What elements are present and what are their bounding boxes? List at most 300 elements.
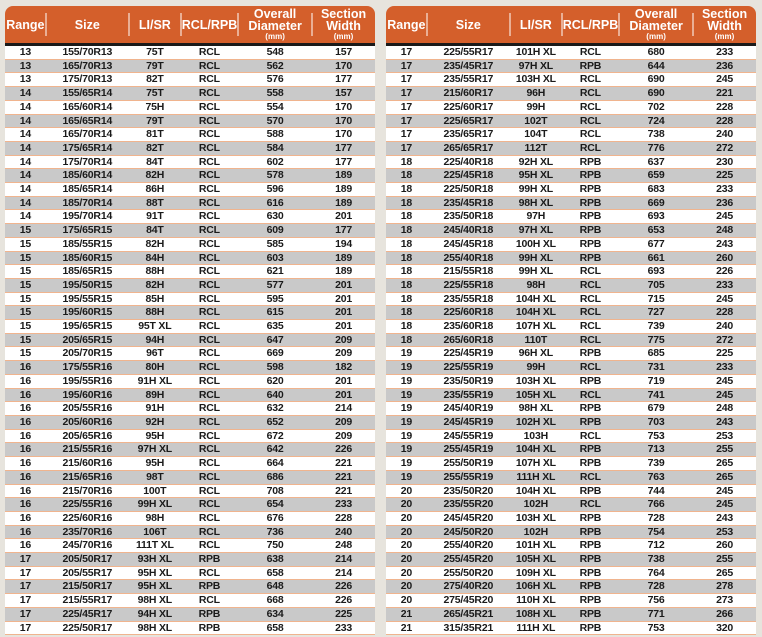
- table-cell: RCL: [562, 471, 619, 485]
- table-cell: RCL: [181, 361, 238, 375]
- table-row: [5, 252, 375, 266]
- table-cell: RCL: [181, 430, 238, 444]
- table-row: [386, 498, 756, 512]
- table-cell: 654: [238, 498, 312, 512]
- table-cell: 16: [5, 416, 46, 430]
- table-cell: 278: [693, 580, 756, 594]
- table-cell: 165/65R14: [46, 115, 129, 129]
- table-row: [386, 622, 756, 636]
- table-cell: 658: [238, 567, 312, 581]
- column-label: LI/SR: [519, 17, 552, 32]
- table-cell: 16: [5, 443, 46, 457]
- table-cell: 175/70R13: [46, 73, 129, 87]
- table-cell: 170: [312, 101, 375, 115]
- table-cell: 98H XL: [510, 197, 562, 211]
- table-cell: 155/65R14: [46, 87, 129, 101]
- table-cell: RCL: [181, 73, 238, 87]
- table-cell: 235/50R19: [427, 375, 510, 389]
- table-cell: 17: [386, 87, 427, 101]
- table-cell: 14: [5, 156, 46, 170]
- table-row: [386, 608, 756, 622]
- table-cell: 104H XL: [510, 293, 562, 307]
- table-cell: 82H: [129, 279, 181, 293]
- column-header-size: [46, 6, 129, 46]
- table-cell: RPB: [562, 252, 619, 266]
- table-cell: 15: [5, 320, 46, 334]
- table-cell: RCL: [181, 142, 238, 156]
- table-cell: 21: [386, 608, 427, 622]
- table-cell: 240: [312, 526, 375, 540]
- table-cell: 21: [386, 622, 427, 636]
- table-row: [386, 306, 756, 320]
- table-cell: 16: [5, 389, 46, 403]
- table-cell: 676: [238, 512, 312, 526]
- table-row: [5, 279, 375, 293]
- table-cell: 602: [238, 156, 312, 170]
- table-cell: RPB: [562, 197, 619, 211]
- table-cell: 185/70R14: [46, 197, 129, 211]
- table-row: [386, 293, 756, 307]
- table-cell: 647: [238, 334, 312, 348]
- table-cell: RCL: [181, 115, 238, 129]
- table-cell: 20: [386, 539, 427, 553]
- table-row: [386, 115, 756, 129]
- table-cell: 16: [5, 402, 46, 416]
- column-header-section-width: [312, 6, 375, 46]
- table-cell: 92H XL: [510, 156, 562, 170]
- table-row: [386, 334, 756, 348]
- table-cell: 175/65R14: [46, 142, 129, 156]
- table-cell: 255/50R20: [427, 567, 510, 581]
- table-cell: 16: [5, 526, 46, 540]
- table-cell: RPB: [562, 183, 619, 197]
- table-cell: 736: [238, 526, 312, 540]
- table-row: [386, 471, 756, 485]
- table-cell: 235/50R18: [427, 210, 510, 224]
- table-cell: RCL: [562, 101, 619, 115]
- table-cell: 82H: [129, 169, 181, 183]
- table-cell: 253: [693, 430, 756, 444]
- table-cell: 17: [386, 142, 427, 156]
- table-cell: 18: [386, 306, 427, 320]
- table-cell: 228: [693, 101, 756, 115]
- table-cell: 240: [693, 320, 756, 334]
- table-cell: RCL: [181, 46, 238, 60]
- table-cell: 686: [238, 471, 312, 485]
- table-row: [386, 73, 756, 87]
- table-cell: RCL: [562, 320, 619, 334]
- table-cell: 728: [619, 512, 693, 526]
- table-cell: 225: [693, 347, 756, 361]
- table-cell: 215/55R17: [46, 594, 129, 608]
- table-cell: 255/40R20: [427, 539, 510, 553]
- table-cell: 16: [5, 471, 46, 485]
- table-cell: 98H XL: [129, 622, 181, 636]
- table-row: [386, 197, 756, 211]
- table-cell: 265: [693, 471, 756, 485]
- table-row: [5, 224, 375, 238]
- table-cell: 225/65R17: [427, 115, 510, 129]
- table-cell: RCL: [181, 156, 238, 170]
- table-cell: 101H XL: [510, 46, 562, 60]
- table-cell: 221: [312, 471, 375, 485]
- table-cell: 548: [238, 46, 312, 60]
- column-label: Size: [74, 17, 100, 32]
- table-row: [386, 389, 756, 403]
- table-cell: 102H: [510, 498, 562, 512]
- table-cell: 209: [312, 430, 375, 444]
- table-cell: 226: [312, 443, 375, 457]
- table-row: [386, 594, 756, 608]
- table-row: [5, 238, 375, 252]
- table-cell: RCL: [181, 183, 238, 197]
- table-cell: 98H: [510, 279, 562, 293]
- table-cell: 84T: [129, 156, 181, 170]
- column-header-size: [427, 6, 510, 46]
- table-cell: 739: [619, 457, 693, 471]
- table-cell: 103H XL: [510, 512, 562, 526]
- table-cell: 95H XL: [129, 567, 181, 581]
- table-cell: 640: [238, 389, 312, 403]
- table-cell: 17: [386, 73, 427, 87]
- table-row: [5, 416, 375, 430]
- table-cell: 201: [312, 375, 375, 389]
- table-row: [5, 567, 375, 581]
- table-cell: 245: [693, 293, 756, 307]
- table-cell: 13: [5, 46, 46, 60]
- table-cell: 201: [312, 306, 375, 320]
- table-cell: 110H XL: [510, 594, 562, 608]
- column-header-rclrpb: [562, 6, 619, 46]
- table-cell: 17: [5, 608, 46, 622]
- table-cell: 102H: [510, 526, 562, 540]
- table-cell: 195/60R16: [46, 389, 129, 403]
- table-cell: RCL: [181, 526, 238, 540]
- table-cell: 245/70R16: [46, 539, 129, 553]
- table-cell: 165/60R14: [46, 101, 129, 115]
- table-cell: 14: [5, 210, 46, 224]
- table-row: [5, 169, 375, 183]
- table-cell: 260: [693, 252, 756, 266]
- table-cell: RCL: [562, 279, 619, 293]
- table-cell: RPB: [562, 539, 619, 553]
- table-cell: 209: [312, 347, 375, 361]
- table-cell: 214: [312, 553, 375, 567]
- table-row: [386, 347, 756, 361]
- table-cell: 635: [238, 320, 312, 334]
- table-cell: 82T: [129, 142, 181, 156]
- table-cell: RCL: [562, 389, 619, 403]
- table-cell: RCL: [181, 210, 238, 224]
- table-cell: 195/70R14: [46, 210, 129, 224]
- table-cell: 260: [693, 539, 756, 553]
- table-cell: 320: [693, 622, 756, 636]
- table-cell: RPB: [562, 347, 619, 361]
- table-cell: 111H XL: [510, 471, 562, 485]
- table-cell: RPB: [562, 375, 619, 389]
- tire-size-table-right: [386, 6, 756, 635]
- table-cell: RPB: [562, 580, 619, 594]
- table-cell: 95T XL: [129, 320, 181, 334]
- header-row: [5, 6, 375, 46]
- table-row: [386, 430, 756, 444]
- table-row: [386, 553, 756, 567]
- table-cell: 97H XL: [510, 224, 562, 238]
- table-cell: 255: [693, 553, 756, 567]
- table-cell: 81T: [129, 128, 181, 142]
- table-cell: 201: [312, 293, 375, 307]
- table-row: [386, 128, 756, 142]
- table-cell: 102T: [510, 115, 562, 129]
- table-cell: 266: [693, 608, 756, 622]
- table-cell: 741: [619, 389, 693, 403]
- table-cell: 243: [693, 512, 756, 526]
- table-cell: 233: [693, 46, 756, 60]
- table-cell: RPB: [181, 608, 238, 622]
- table-cell: 731: [619, 361, 693, 375]
- table-cell: 195/60R15: [46, 306, 129, 320]
- table-cell: 103H: [510, 430, 562, 444]
- table-cell: 189: [312, 252, 375, 266]
- table-cell: 84H: [129, 252, 181, 266]
- table-row: [386, 60, 756, 74]
- table-cell: 235/60R18: [427, 320, 510, 334]
- table-row: [5, 87, 375, 101]
- table-cell: 20: [386, 553, 427, 567]
- table-cell: RCL: [181, 265, 238, 279]
- table-header: [386, 6, 756, 46]
- table-cell: 94H XL: [129, 608, 181, 622]
- table-cell: RPB: [181, 622, 238, 636]
- table-cell: 245/40R19: [427, 402, 510, 416]
- table-cell: 245/50R20: [427, 526, 510, 540]
- table-cell: 106H XL: [510, 580, 562, 594]
- table-cell: 776: [619, 142, 693, 156]
- table-row: [386, 402, 756, 416]
- column-label: RCL/RPB: [562, 17, 619, 32]
- table-cell: 265/65R17: [427, 142, 510, 156]
- table-cell: 14: [5, 197, 46, 211]
- table-row: [386, 238, 756, 252]
- table-cell: 221: [312, 457, 375, 471]
- table-cell: 205/70R15: [46, 347, 129, 361]
- table-cell: 195/55R15: [46, 293, 129, 307]
- table-cell: 165/70R14: [46, 128, 129, 142]
- table-cell: 205/60R16: [46, 416, 129, 430]
- table-cell: 672: [238, 430, 312, 444]
- table-cell: 235/55R20: [427, 498, 510, 512]
- table-cell: 99H XL: [510, 265, 562, 279]
- table-cell: 185/65R14: [46, 183, 129, 197]
- table-cell: 205/55R17: [46, 567, 129, 581]
- table-cell: 255/55R19: [427, 471, 510, 485]
- table-row: [386, 485, 756, 499]
- table-cell: 20: [386, 567, 427, 581]
- table-cell: 554: [238, 101, 312, 115]
- table-cell: 738: [619, 128, 693, 142]
- table-cell: RPB: [562, 416, 619, 430]
- table-cell: 189: [312, 169, 375, 183]
- table-cell: 201: [312, 320, 375, 334]
- table-cell: 225: [312, 608, 375, 622]
- table-cell: 766: [619, 498, 693, 512]
- table-cell: RCL: [181, 238, 238, 252]
- table-cell: 170: [312, 60, 375, 74]
- table-row: [386, 142, 756, 156]
- table-cell: 771: [619, 608, 693, 622]
- column-label: Size: [455, 17, 481, 32]
- table-cell: RCL: [181, 498, 238, 512]
- table-cell: 596: [238, 183, 312, 197]
- table-cell: 109H XL: [510, 567, 562, 581]
- table-cell: 100T: [129, 485, 181, 499]
- table-cell: 97H: [510, 210, 562, 224]
- table-cell: 19: [386, 375, 427, 389]
- table-cell: 185/65R15: [46, 265, 129, 279]
- table-cell: RCL: [181, 334, 238, 348]
- table-cell: 620: [238, 375, 312, 389]
- table-cell: 690: [619, 87, 693, 101]
- table-cell: 15: [5, 224, 46, 238]
- table-cell: 570: [238, 115, 312, 129]
- table-row: [5, 60, 375, 74]
- table-cell: 228: [693, 306, 756, 320]
- table-cell: 106T: [129, 526, 181, 540]
- table-row: [386, 580, 756, 594]
- table-cell: 175/65R15: [46, 224, 129, 238]
- table-row: [5, 320, 375, 334]
- table-cell: 105H XL: [510, 389, 562, 403]
- table-cell: 88H: [129, 265, 181, 279]
- table-cell: 82H: [129, 238, 181, 252]
- table-cell: 205/65R15: [46, 334, 129, 348]
- table-cell: 16: [5, 498, 46, 512]
- table-cell: RCL: [181, 252, 238, 266]
- table-row: [5, 430, 375, 444]
- table-cell: 18: [386, 279, 427, 293]
- table-cell: RCL: [562, 142, 619, 156]
- table-cell: 175/70R14: [46, 156, 129, 170]
- table-cell: 215/50R17: [46, 580, 129, 594]
- table-cell: 243: [693, 416, 756, 430]
- table-row: [5, 46, 375, 60]
- table-cell: 15: [5, 238, 46, 252]
- table-cell: 205/65R16: [46, 430, 129, 444]
- table-cell: 91H XL: [129, 375, 181, 389]
- table-cell: 14: [5, 101, 46, 115]
- table-cell: 225/55R16: [46, 498, 129, 512]
- table-cell: 225/60R16: [46, 512, 129, 526]
- column-label: RCL/RPB: [181, 17, 238, 32]
- table-cell: 562: [238, 60, 312, 74]
- table-cell: 703: [619, 416, 693, 430]
- table-cell: 632: [238, 402, 312, 416]
- table-cell: 99H XL: [510, 252, 562, 266]
- table-cell: 215/60R16: [46, 457, 129, 471]
- column-label: Overall Diameter: [629, 7, 683, 33]
- table-cell: 17: [5, 594, 46, 608]
- table-cell: 255/45R19: [427, 443, 510, 457]
- table-cell: 214: [312, 402, 375, 416]
- table-cell: RCL: [562, 430, 619, 444]
- table-cell: 112T: [510, 142, 562, 156]
- table-row: [5, 512, 375, 526]
- table-cell: 94H: [129, 334, 181, 348]
- table-cell: 215/55R16: [46, 443, 129, 457]
- table-cell: 235/45R18: [427, 197, 510, 211]
- table-row: [5, 265, 375, 279]
- table-body: [386, 46, 756, 635]
- table-row: [5, 402, 375, 416]
- table-cell: 235/70R16: [46, 526, 129, 540]
- table-row: [5, 622, 375, 636]
- table-cell: 195/55R16: [46, 375, 129, 389]
- table-cell: 96H XL: [510, 347, 562, 361]
- table-cell: 85H: [129, 293, 181, 307]
- table-cell: 91H: [129, 402, 181, 416]
- table-cell: 18: [386, 238, 427, 252]
- table-cell: RCL: [181, 594, 238, 608]
- table-cell: 17: [5, 553, 46, 567]
- table-cell: 215/60R17: [427, 87, 510, 101]
- table-cell: 96H: [510, 87, 562, 101]
- table-cell: 104T: [510, 128, 562, 142]
- table-cell: 221: [312, 485, 375, 499]
- table-cell: 195/50R15: [46, 279, 129, 293]
- table-cell: 273: [693, 594, 756, 608]
- table-row: [5, 293, 375, 307]
- table-cell: 648: [238, 580, 312, 594]
- table-cell: 690: [619, 73, 693, 87]
- table-cell: 233: [312, 622, 375, 636]
- table-cell: RCL: [181, 416, 238, 430]
- table-cell: 245/55R19: [427, 430, 510, 444]
- table-cell: 19: [386, 471, 427, 485]
- table-cell: RPB: [562, 169, 619, 183]
- table-cell: 255/50R19: [427, 457, 510, 471]
- table-cell: 16: [5, 375, 46, 389]
- table-cell: RCL: [181, 60, 238, 74]
- table-cell: RPB: [181, 553, 238, 567]
- column-header-overall-diameter: [238, 6, 312, 46]
- table-cell: 225/50R17: [46, 622, 129, 636]
- table-cell: 201: [312, 210, 375, 224]
- table-cell: RCL: [181, 293, 238, 307]
- table-cell: 235/50R20: [427, 485, 510, 499]
- table-cell: RCL: [562, 128, 619, 142]
- table-cell: 233: [693, 279, 756, 293]
- table-cell: RCL: [181, 539, 238, 553]
- table-cell: 17: [386, 115, 427, 129]
- table-cell: 14: [5, 183, 46, 197]
- table-cell: 214: [312, 567, 375, 581]
- table-cell: 15: [5, 265, 46, 279]
- table-row: [5, 306, 375, 320]
- table-cell: 235/55R17: [427, 73, 510, 87]
- table-cell: 225/60R18: [427, 306, 510, 320]
- table-cell: 177: [312, 73, 375, 87]
- table-cell: 19: [386, 389, 427, 403]
- table-row: [5, 375, 375, 389]
- table-cell: RPB: [562, 608, 619, 622]
- table-cell: 664: [238, 457, 312, 471]
- table-cell: 16: [5, 361, 46, 375]
- table-row: [386, 512, 756, 526]
- table-row: [386, 156, 756, 170]
- table-cell: 215/65R16: [46, 471, 129, 485]
- table-cell: RCL: [181, 87, 238, 101]
- table-cell: RPB: [562, 553, 619, 567]
